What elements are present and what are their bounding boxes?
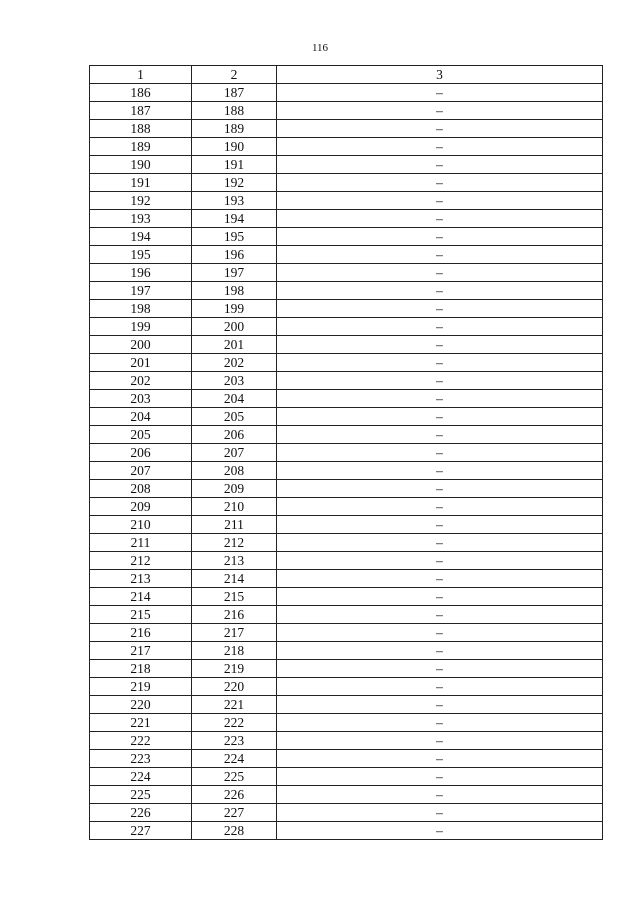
- table-cell-col-3: –: [277, 390, 603, 408]
- table-cell-col-1: 205: [90, 426, 192, 444]
- table-row: [90, 588, 603, 606]
- table-cell-col-2: 217: [192, 624, 277, 642]
- table-cell-col-2: 193: [192, 192, 277, 210]
- table-row: [90, 444, 603, 462]
- table-cell-col-1: 189: [90, 138, 192, 156]
- table-row: [90, 156, 603, 174]
- table-cell-col-1: 212: [90, 552, 192, 570]
- table-cell-col-1: 198: [90, 300, 192, 318]
- table-cell-col-1: 188: [90, 120, 192, 138]
- table-cell-col-2: 191: [192, 156, 277, 174]
- table-row: [90, 822, 603, 840]
- table-cell-col-3: –: [277, 264, 603, 282]
- table-row: [90, 498, 603, 516]
- table-row: [90, 138, 603, 156]
- table-row: [90, 714, 603, 732]
- table-cell-col-2: 213: [192, 552, 277, 570]
- table-cell-col-2: 218: [192, 642, 277, 660]
- table-row: [90, 246, 603, 264]
- table-cell-col-2: 211: [192, 516, 277, 534]
- table-cell-col-2: 228: [192, 822, 277, 840]
- table-cell-col-3: –: [277, 372, 603, 390]
- table-cell-col-1: 195: [90, 246, 192, 264]
- table-row: [90, 804, 603, 822]
- table-cell-col-1: 222: [90, 732, 192, 750]
- table-cell-col-2: 199: [192, 300, 277, 318]
- table-cell-col-2: 208: [192, 462, 277, 480]
- data-table: [89, 65, 603, 840]
- table-row: [90, 102, 603, 120]
- table-row: [90, 408, 603, 426]
- table-cell-col-1: 225: [90, 786, 192, 804]
- table-cell-col-3: –: [277, 336, 603, 354]
- table-cell-col-1: 209: [90, 498, 192, 516]
- table-cell-col-3: –: [277, 534, 603, 552]
- table-row: [90, 264, 603, 282]
- table-cell-col-2: 220: [192, 678, 277, 696]
- table-row: [90, 642, 603, 660]
- table-cell-col-3: –: [277, 696, 603, 714]
- table-cell-col-1: 211: [90, 534, 192, 552]
- table-cell-col-1: 199: [90, 318, 192, 336]
- table-cell-col-1: 219: [90, 678, 192, 696]
- table-cell-col-1: 191: [90, 174, 192, 192]
- table-cell-col-2: 203: [192, 372, 277, 390]
- table-cell-col-3: –: [277, 570, 603, 588]
- table-row: [90, 228, 603, 246]
- page-number: 116: [311, 42, 329, 54]
- table-cell-col-1: 208: [90, 480, 192, 498]
- table-cell-col-3: –: [277, 408, 603, 426]
- table-cell-col-1: 215: [90, 606, 192, 624]
- table-cell-col-1: 187: [90, 102, 192, 120]
- table-cell-col-3: –: [277, 552, 603, 570]
- table-cell-col-2: 192: [192, 174, 277, 192]
- table-cell-col-3: –: [277, 210, 603, 228]
- table-cell-col-2: 198: [192, 282, 277, 300]
- table-cell-col-1: 196: [90, 264, 192, 282]
- table-cell-col-1: 192: [90, 192, 192, 210]
- table-cell-col-2: 212: [192, 534, 277, 552]
- table-cell-col-2: 205: [192, 408, 277, 426]
- table-cell-col-2: 187: [192, 84, 277, 102]
- table-cell-col-1: 214: [90, 588, 192, 606]
- table-cell-col-2: 195: [192, 228, 277, 246]
- table-cell-col-2: 223: [192, 732, 277, 750]
- table-row: [90, 480, 603, 498]
- column-header-3: 3: [277, 66, 603, 84]
- table-row: [90, 606, 603, 624]
- table-cell-col-2: 225: [192, 768, 277, 786]
- table-cell-col-3: –: [277, 192, 603, 210]
- table-cell-col-3: –: [277, 120, 603, 138]
- table-cell-col-1: 207: [90, 462, 192, 480]
- table-cell-col-1: 221: [90, 714, 192, 732]
- table-row: [90, 192, 603, 210]
- table-cell-col-3: –: [277, 588, 603, 606]
- table-cell-col-3: –: [277, 84, 603, 102]
- table-row: [90, 768, 603, 786]
- table-header-row: [90, 66, 603, 84]
- table-cell-col-2: 189: [192, 120, 277, 138]
- table-cell-col-2: 210: [192, 498, 277, 516]
- table-cell-col-3: –: [277, 246, 603, 264]
- table-cell-col-1: 193: [90, 210, 192, 228]
- table-row: [90, 462, 603, 480]
- table-row: [90, 624, 603, 642]
- table-cell-col-3: –: [277, 678, 603, 696]
- table-cell-col-1: 197: [90, 282, 192, 300]
- table-cell-col-3: –: [277, 102, 603, 120]
- table-row: [90, 678, 603, 696]
- table-cell-col-3: –: [277, 300, 603, 318]
- table-cell-col-3: –: [277, 228, 603, 246]
- table-cell-col-3: –: [277, 174, 603, 192]
- table-cell-col-3: –: [277, 660, 603, 678]
- table-row: [90, 552, 603, 570]
- table-row: [90, 372, 603, 390]
- table-cell-col-2: 196: [192, 246, 277, 264]
- table-cell-col-3: –: [277, 804, 603, 822]
- table-cell-col-2: 222: [192, 714, 277, 732]
- table-cell-col-2: 188: [192, 102, 277, 120]
- table-cell-col-1: 218: [90, 660, 192, 678]
- table-cell-col-2: 201: [192, 336, 277, 354]
- table-cell-col-1: 216: [90, 624, 192, 642]
- table-cell-col-2: 190: [192, 138, 277, 156]
- column-header-1: 1: [90, 66, 192, 84]
- table-row: [90, 120, 603, 138]
- table-cell-col-3: –: [277, 786, 603, 804]
- table-cell-col-1: 201: [90, 354, 192, 372]
- table-cell-col-1: 224: [90, 768, 192, 786]
- table-row: [90, 174, 603, 192]
- table-cell-col-2: 209: [192, 480, 277, 498]
- table-cell-col-3: –: [277, 318, 603, 336]
- table-cell-col-1: 226: [90, 804, 192, 822]
- table-row: [90, 732, 603, 750]
- table-cell-col-1: 213: [90, 570, 192, 588]
- table-cell-col-1: 217: [90, 642, 192, 660]
- table-cell-col-2: 207: [192, 444, 277, 462]
- table-row: [90, 696, 603, 714]
- table-cell-col-2: 197: [192, 264, 277, 282]
- table-cell-col-3: –: [277, 714, 603, 732]
- table-row: [90, 534, 603, 552]
- table-cell-col-1: 194: [90, 228, 192, 246]
- table-row: [90, 300, 603, 318]
- table-cell-col-1: 203: [90, 390, 192, 408]
- table-cell-col-3: –: [277, 732, 603, 750]
- table-cell-col-1: 220: [90, 696, 192, 714]
- table-cell-col-2: 219: [192, 660, 277, 678]
- table-cell-col-3: –: [277, 498, 603, 516]
- table-cell-col-3: –: [277, 462, 603, 480]
- table-row: [90, 336, 603, 354]
- table-cell-col-2: 216: [192, 606, 277, 624]
- table-cell-col-1: 186: [90, 84, 192, 102]
- table-cell-col-1: 227: [90, 822, 192, 840]
- table-row: [90, 786, 603, 804]
- table-cell-col-1: 210: [90, 516, 192, 534]
- table-cell-col-1: 200: [90, 336, 192, 354]
- table-row: [90, 426, 603, 444]
- table-cell-col-3: –: [277, 516, 603, 534]
- table-cell-col-1: 190: [90, 156, 192, 174]
- table-cell-col-2: 194: [192, 210, 277, 228]
- table-row: [90, 318, 603, 336]
- table-cell-col-1: 223: [90, 750, 192, 768]
- table-cell-col-1: 202: [90, 372, 192, 390]
- table-cell-col-3: –: [277, 444, 603, 462]
- table-cell-col-2: 202: [192, 354, 277, 372]
- table-cell-col-2: 215: [192, 588, 277, 606]
- table-cell-col-3: –: [277, 624, 603, 642]
- table-body: [90, 84, 603, 840]
- table-row: [90, 390, 603, 408]
- table-cell-col-3: –: [277, 354, 603, 372]
- table-cell-col-3: –: [277, 750, 603, 768]
- table-cell-col-3: –: [277, 156, 603, 174]
- table-row: [90, 750, 603, 768]
- table-cell-col-3: –: [277, 480, 603, 498]
- table-cell-col-2: 200: [192, 318, 277, 336]
- table-cell-col-2: 206: [192, 426, 277, 444]
- table-cell-col-2: 227: [192, 804, 277, 822]
- table-cell-col-2: 214: [192, 570, 277, 588]
- table-cell-col-3: –: [277, 642, 603, 660]
- table-cell-col-1: 206: [90, 444, 192, 462]
- table-row: [90, 570, 603, 588]
- table-cell-col-1: 204: [90, 408, 192, 426]
- table-row: [90, 282, 603, 300]
- table-cell-col-2: 204: [192, 390, 277, 408]
- table-cell-col-3: –: [277, 426, 603, 444]
- table-row: [90, 84, 603, 102]
- table-cell-col-2: 221: [192, 696, 277, 714]
- table-cell-col-2: 224: [192, 750, 277, 768]
- table-cell-col-3: –: [277, 606, 603, 624]
- table-cell-col-3: –: [277, 768, 603, 786]
- table-row: [90, 354, 603, 372]
- table-row: [90, 210, 603, 228]
- column-header-2: 2: [192, 66, 277, 84]
- table-row: [90, 516, 603, 534]
- table-cell-col-3: –: [277, 282, 603, 300]
- table-cell-col-2: 226: [192, 786, 277, 804]
- table-cell-col-3: –: [277, 138, 603, 156]
- table-row: [90, 660, 603, 678]
- table-cell-col-3: –: [277, 822, 603, 840]
